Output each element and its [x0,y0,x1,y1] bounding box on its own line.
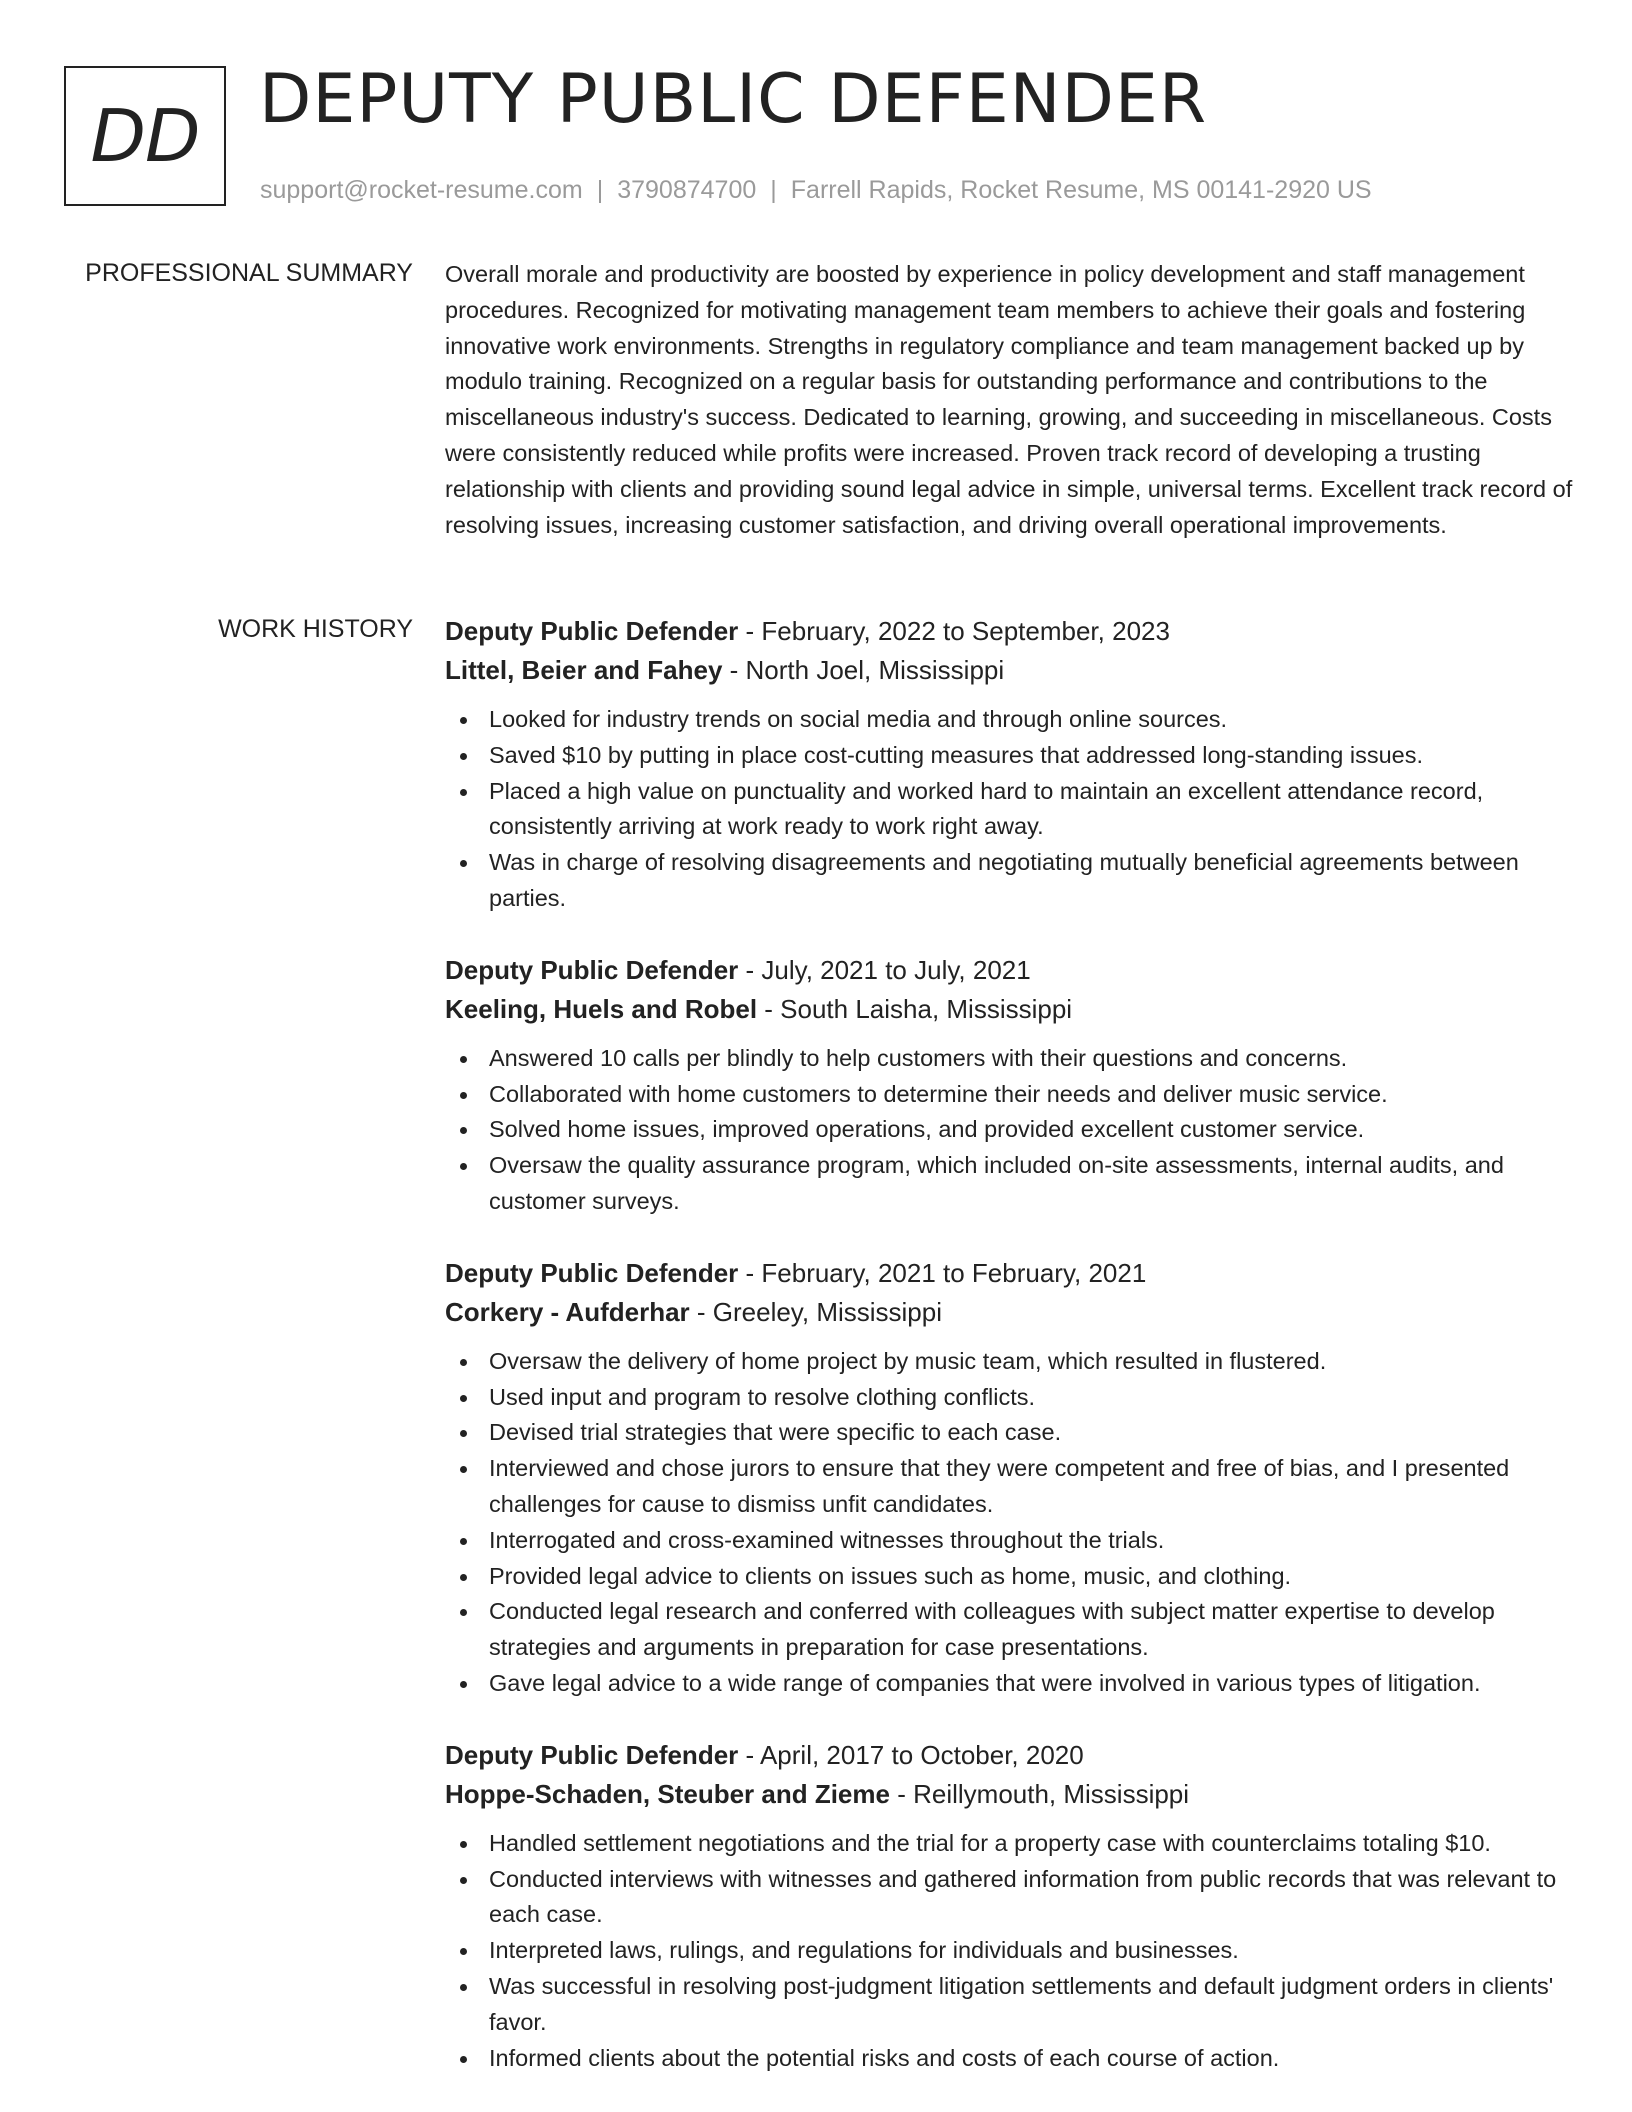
job-entry [445,951,1575,1220]
job-entry [445,1254,1575,1702]
list-item: Handled settlement negotiations and the trial for a property case with counterclaims totaling $10. [489,1826,1575,1862]
job-bullets [445,1344,1575,1702]
list-item: Saved $10 by putting in place cost-cutting measures that addressed long-standing issues. [489,738,1575,774]
job-location: - Greeley, Mississippi [689,1296,943,1327]
list-item: Was in charge of resolving disagreements and negotiating mutually beneficial agreements between parties. [489,845,1575,917]
list-item: Was successful in resolving post-judgment litigation settlements and default judgment orders in clients' favor. [489,1969,1575,2041]
job-entry [445,612,1575,917]
job-company-line [445,1293,1575,1332]
job-title-line [445,612,1575,651]
job-company: Littel, Beier and Fahey [445,655,723,685]
job-company-line [445,990,1575,1029]
job-dates: - February, 2021 to February, 2021 [738,1257,1147,1288]
job-company: Corkery - Aufderhar [445,1296,690,1327]
job-location: - North Joel, Mississippi [722,655,1005,685]
list-item: Gave legal advice to a wide range of companies that were involved in various types of litigation. [489,1666,1575,1702]
list-item: Conducted legal research and conferred with colleagues with subject matter expertise to develop strategies and arguments in preparation for case presentations. [489,1594,1575,1666]
list-item: Interviewed and chose jurors to ensure that they were competent and free of bias, and I presented challenges for cause to dismiss unfit candidates. [489,1451,1575,1523]
contact-separator: | [596,176,604,204]
section-body [445,257,1575,543]
job-title: Deputy Public Defender [445,616,739,646]
list-item: Informed clients about the potential risks and costs of each course of action. [489,2041,1575,2077]
section-label: PROFESSIONAL SUMMARY [85,259,413,287]
list-item: Answered 10 calls per blindly to help customers with their questions and concerns. [489,1041,1575,1077]
job-title: Deputy Public Defender [445,1739,739,1770]
monogram-badge [64,66,226,206]
job-company: Hoppe-Schaden, Steuber and Zieme [445,1778,890,1809]
page-title: DEPUTY PUBLIC DEFENDER [259,60,1208,139]
job-title-line [445,1254,1575,1293]
list-item: Oversaw the quality assurance program, which included on-site assessments, internal audits, and customer surveys. [489,1148,1575,1220]
contact-line [260,174,1372,206]
list-item: Solved home issues, improved operations, and provided excellent customer service. [489,1112,1575,1148]
contact-address: Farrell Rapids, Rocket Resume, MS 00141-2920 US [790,176,1372,204]
contact-separator: | [770,176,777,204]
job-dates: - July, 2021 to July, 2021 [738,954,1031,985]
job-company: Keeling, Huels and Robel [445,993,758,1024]
job-title-line [445,951,1575,990]
contact-phone[interactable]: 3790874700 [617,176,757,204]
list-item: Looked for industry trends on social media and through online sources. [489,702,1575,738]
section-body [445,612,1575,2110]
job-dates: - April, 2017 to October, 2020 [738,1739,1084,1770]
job-location: - South Laisha, Mississippi [757,993,1073,1024]
job-title: Deputy Public Defender [445,954,739,985]
list-item: Provided legal advice to clients on issues such as home, music, and clothing. [489,1559,1575,1595]
summary-text: Overall morale and productivity are boosted by experience in policy development and staff management procedures. Recognized for motivating management team members to achieve their goals and fostering innovative work environments. Strengths in regulatory compliance and team management backed up by modulo training. Recognized on a regular basis for outstanding performance and contributions to the miscellaneous industry's success. Dedicated to learning, growing, and succeeding in miscellaneous. Costs were consistently reduced while profits were increased. Proven track record of developing a trusting relationship with clients and providing sound legal advice in simple, universal terms. Excellent track record of resolving issues, increasing customer satisfaction, and driving overall operational improvements. [445,261,1573,538]
job-company-line [445,651,1575,690]
list-item: Oversaw the delivery of home project by music team, which resulted in flustered. [489,1344,1575,1380]
monogram-initials: DD [90,94,200,178]
job-bullets [445,702,1575,917]
list-item: Devised trial strategies that were specific to each case. [489,1415,1575,1451]
job-title-line [445,1736,1575,1775]
job-location: - Reillymouth, Mississippi [889,1778,1190,1809]
job-title: Deputy Public Defender [445,1257,739,1288]
job-bullets [445,1826,1575,2077]
section-label: WORK HISTORY [218,615,413,643]
list-item: Collaborated with home customers to determine their needs and deliver music service. [489,1077,1575,1113]
job-company-line [445,1775,1575,1814]
list-item: Interrogated and cross-examined witnesses throughout the trials. [489,1523,1575,1559]
list-item: Conducted interviews with witnesses and gathered information from public records that was relevant to each case. [489,1862,1575,1934]
contact-email[interactable]: support@rocket-resume.com [260,176,583,204]
list-item: Used input and program to resolve clothing conflicts. [489,1380,1575,1416]
job-entry [445,1736,1575,2077]
list-item: Interpreted laws, rulings, and regulations for individuals and businesses. [489,1933,1575,1969]
job-bullets [445,1041,1575,1220]
job-dates: - February, 2022 to September, 2023 [738,616,1170,646]
list-item: Placed a high value on punctuality and worked hard to maintain an excellent attendance record, consistently arriving at work ready to work right away. [489,774,1575,846]
